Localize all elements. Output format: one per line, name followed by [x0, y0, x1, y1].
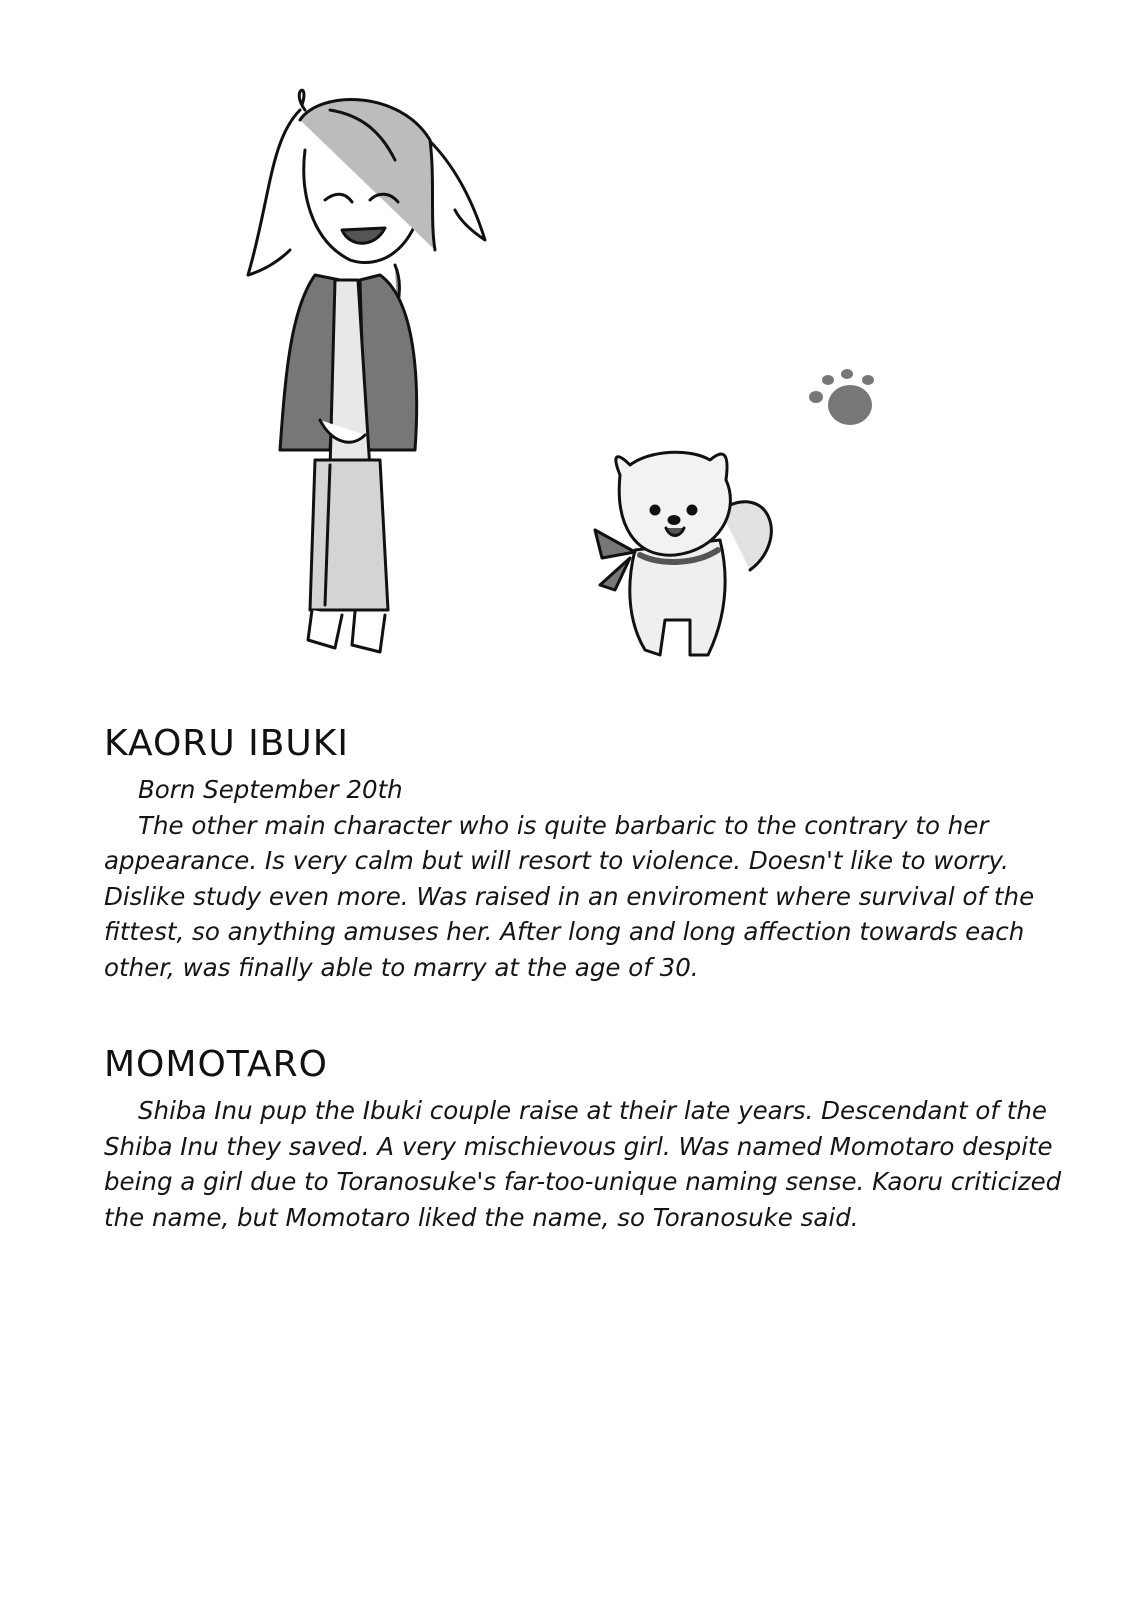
- description-momotaro: Shiba Inu pup the Ibuki couple raise at their late years. Descendant of the Shiba Inu they saved. A very mischievous girl. Was named Momotaro despite being a girl due to Toranosuke's far-too-unique naming sense. Kaoru criticized the name, but Momotaro liked the name, so Toranosuke said.: [104, 1096, 1062, 1232]
- description-kaoru: The other main character who is quite barbaric to the contrary to her appearance. Is very calm but will resort to violence. Doesn't like to worry. Dislike study even more. Was raised in an enviroment where survival of the fittest, so anything amuses her. After long and long affection towards each other, was finally able to marry at the age of 30.: [104, 810, 1035, 982]
- character-illustration: [230, 80, 910, 670]
- character-name-momotaro: MOMOTARO: [104, 1044, 328, 1085]
- profile-kaoru: [104, 722, 1064, 985]
- profile-momotaro: [104, 1043, 1064, 1235]
- kaoru-figure: [248, 90, 485, 652]
- illustration-svg: [230, 80, 910, 670]
- birthday-kaoru: Born September 20th: [138, 775, 403, 804]
- momotaro-dog-figure: [595, 452, 771, 655]
- character-name-kaoru: KAORU IBUKI: [104, 723, 349, 764]
- paw-print-icon: [809, 369, 874, 425]
